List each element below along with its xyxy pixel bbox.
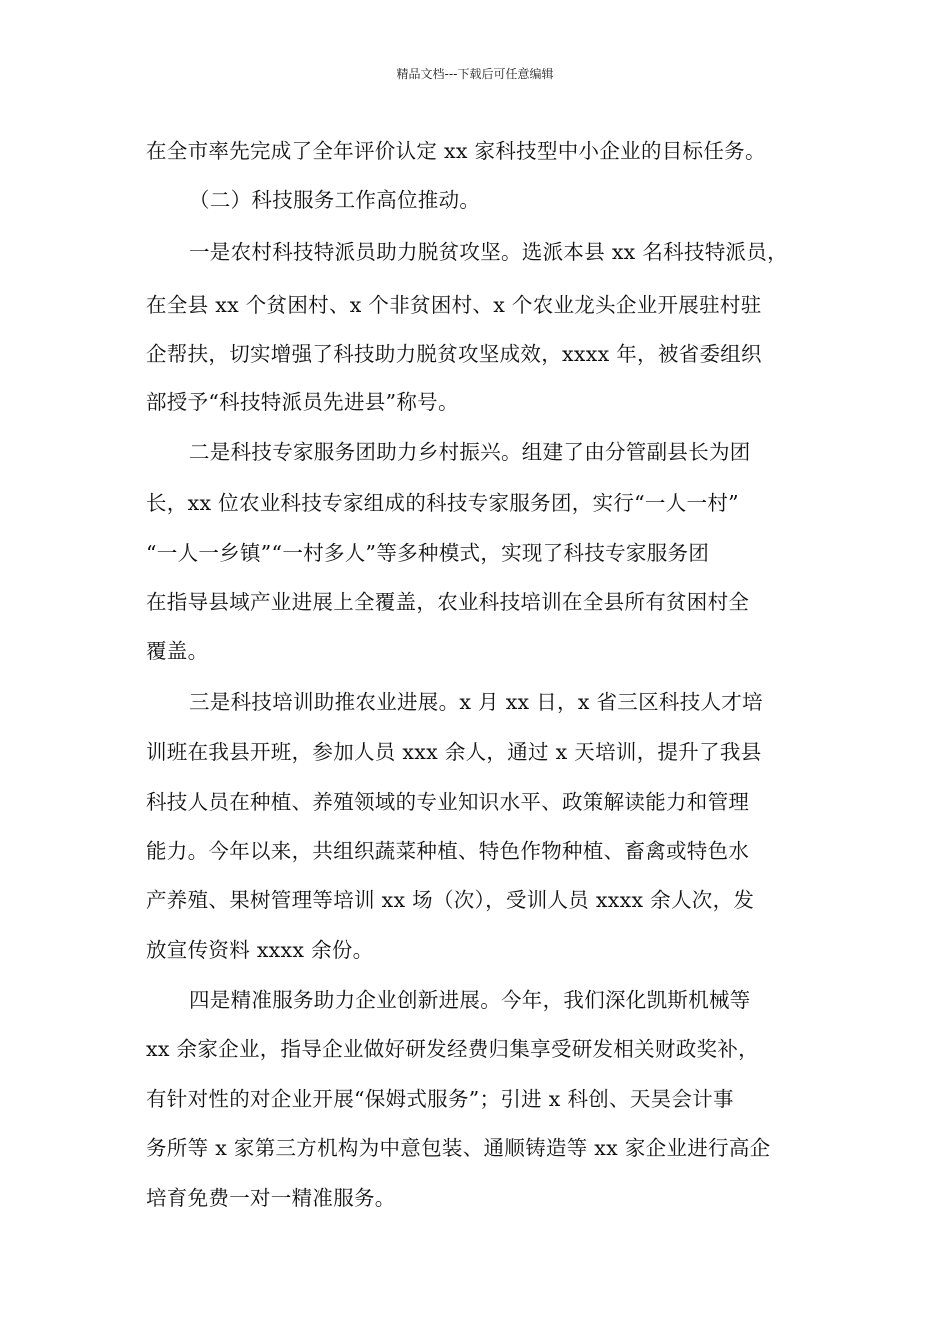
text-line: 在指导县域产业进展上全覆盖，农业科技培训在全县所有贫困村全 [146,590,750,614]
text-line: 有针对性的对企业开展“保姆式服务”；引进 x 科创、天昊会计事 [146,1087,734,1111]
section-heading: （二）科技服务工作高位推动。 [189,188,481,212]
text-line: 四是精准服务助力企业创新进展。今年，我们深化凯斯机械等 [189,988,751,1012]
text-line: 训班在我县开班，参加人员 xxx 余人，通过 x 天培训，提升了我县 [146,740,762,764]
text-line: 三是科技培训助推农业进展。x 月 xx 日，x 省三区科技人才培 [189,690,763,714]
text-line: 在全县 xx 个贫困村、x 个非贫困村、x 个农业龙头企业开展驻村驻 [146,293,762,317]
text-line: 在全市率先完成了全年评价认定 xx 家科技型中小企业的目标任务。 [146,139,766,163]
text-line: 一是农村科技特派员助力脱贫攻坚。选派本县 xx 名科技特派员， [189,240,788,264]
text-line: 产养殖、果树管理等培训 xx 场（次），受训人员 xxxx 余人次，发 [146,888,755,912]
text-line: 培育免费一对一精准服务。 [146,1186,396,1210]
text-line: 覆盖。 [146,639,209,663]
text-line: “一人一乡镇”“一村多人”等多种模式，实现了科技专家服务团 [146,541,710,565]
text-line: xx 余家企业，指导企业做好研发经费归集享受研发相关财政奖补， [146,1037,759,1061]
text-line: 放宣传资料 xxxx 余份。 [146,938,374,962]
text-line: 部授予“科技特派员先进县”称号。 [146,390,459,414]
text-line: 务所等 x 家第三方机构为中意包装、通顺铸造等 xx 家企业进行高企 [146,1136,771,1160]
page-header: 精品文档---下载后可任意编辑 [396,67,554,81]
text-line: 企帮扶，切实增强了科技助力脱贫攻坚成效，xxxx 年，被省委组织 [146,342,762,366]
text-line: 科技人员在种植、养殖领域的专业知识水平、政策解读能力和管理 [146,790,750,814]
text-line: 二是科技专家服务团助力乡村振兴。组建了由分管副县长为团 [189,440,751,464]
text-line: 长，xx 位农业科技专家组成的科技专家服务团，实行“一人一村” [146,491,739,515]
text-line: 能力。今年以来，共组织蔬菜种植、特色作物种植、畜禽或特色水 [146,839,750,863]
